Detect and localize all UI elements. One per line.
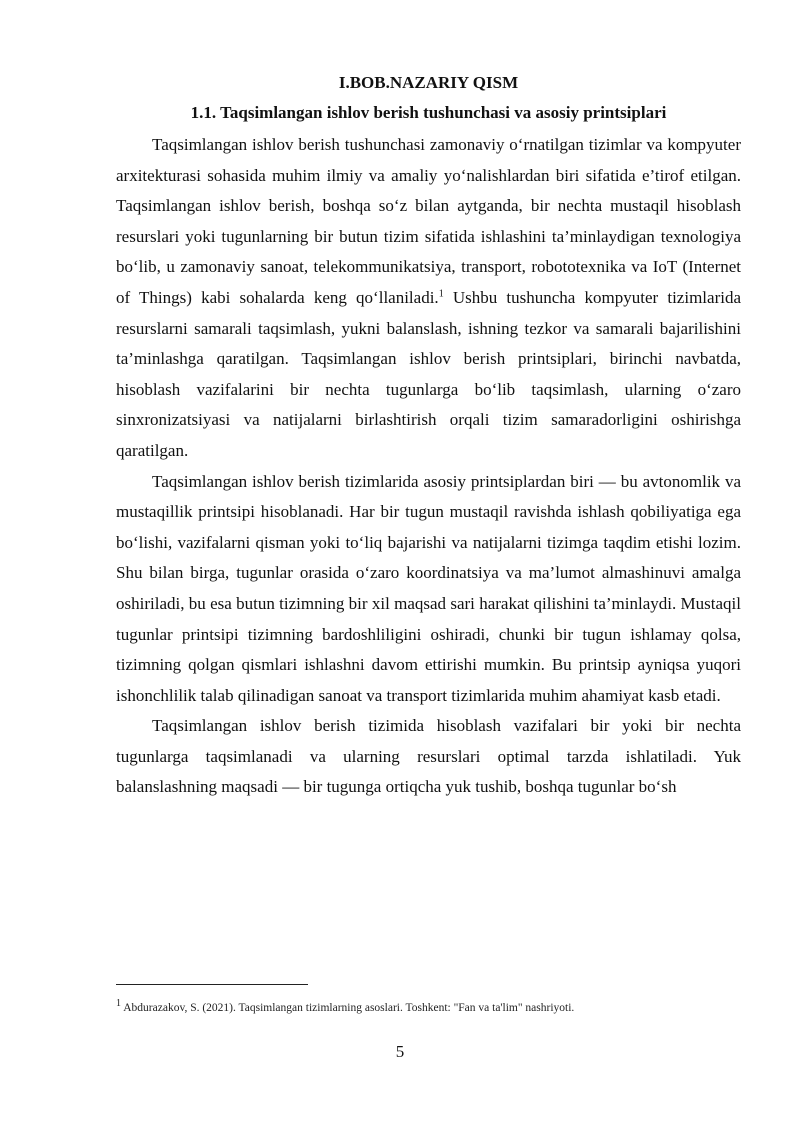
section-title: 1.1. Taqsimlangan ishlov berish tushunchasi va asosiy printsiplari (190, 103, 667, 122)
footnote-reference[interactable]: 1 (438, 288, 444, 300)
footnote-marker: 1 (116, 998, 121, 1009)
footnote (116, 996, 741, 1016)
page-number: 5 (395, 1042, 405, 1061)
footnote-text: Abdurazakov, S. (2021). Taqsimlangan tizimlarning asoslari. Toshkent: "Fan va ta'lim" nashriyoti. (121, 1001, 575, 1014)
paragraph-2: Taqsimlangan ishlov berish tizimlarida asosiy printsiplardan biri — bu avtonomlik va mustaqillik printsipi hisoblanadi. Har bir tugun mustaqil ravishda ishlash qobiliyatiga ega bo‘lishi, vazifalarni qisman yoki to‘liq bajarishi va natijalarni tizimga taqdim etishi lozim. Shu bilan birga, tugunlar orasida o‘zaro koordinatsiya va ma’lumot almashinuvi amalga oshiriladi, bu esa butun tizimning bir xil maqsad sari harakat qilishini ta’minlaydi. Mustaqil tugunlar printsipi tizimning bardoshliligini oshiradi, chunki bir tugun ishlamay qolsa, tizimning qolgan qismlari ishlashni davom ettirishi mumkin. Bu printsip ayniqsa yuqori ishonchlilik talab qilinadigan sanoat va transport tizimlarida muhim ahamiyat kasb etadi. (116, 471, 741, 705)
paragraph-1-text: Taqsimlangan ishlov berish tushunchasi zamonaviy o‘rnatilgan tizimlar va kompyuter arxitekturasi sohasida muhim ilmiy va amaliy yo‘nalishlardan biri sifatida e’tirof etilgan. Taqsimlangan ishlov berish, boshqa so‘z bilan aytganda, bir nechta mustaqil hisoblash resurslari yoki tugunlarning bir butun tizim sifatida ishlashini ta’minlaydigan texnologiya bo‘lib, u zamonaviy sanoat, telekommunikatsiya, transport, robototexnika va IoT (Internet of Things) kabi sohalarda keng qo‘llaniladi. (116, 135, 741, 307)
page-body (116, 68, 741, 803)
chapter-title: I.BOB.NAZARIY QISM (338, 73, 519, 92)
footnote-separator (116, 984, 308, 985)
paragraph-1-text-continued: Ushbu tushuncha kompyuter tizimlarida resurslarni samarali taqsimlash, yukni balanslash, ishning tezkor va samarali bajarilishini ta’minlashga qaratilgan. Taqsimlangan ishlov berish printsiplari, birinchi navbatda, hisoblash vazifalarini bir nechta tugunlarga bo‘lib taqsimlash, ularning o‘zaro sinxronizatsiyasi va natijalarni birlashtirish orqali tizim samaradorligini oshirishga qaratilgan. (116, 287, 741, 460)
paragraph-3: Taqsimlangan ishlov berish tizimida hisoblash vazifalari bir yoki bir nechta tugunlarga taqsimlanadi va ularning resurslari optimal tarzda ishlatiladi. Yuk balanslashning maqsadi — bir tugunga ortiqcha yuk tushib, boshqa tugunlar bo‘sh (116, 716, 741, 797)
paragraph-1 (116, 130, 741, 467)
